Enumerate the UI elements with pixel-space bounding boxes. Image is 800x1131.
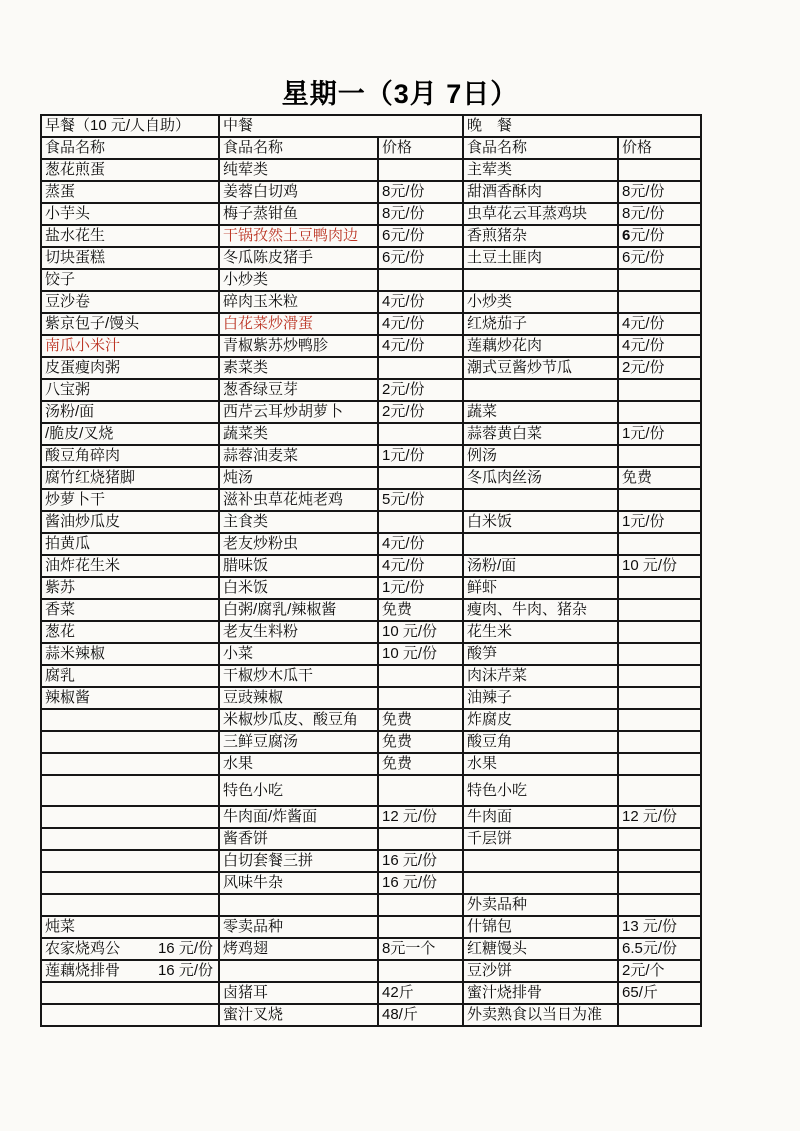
menu-cell: 素菜类: [219, 357, 378, 379]
menu-cell: 饺子: [41, 269, 219, 291]
menu-cell: 辣椒酱: [41, 687, 219, 709]
menu-cell: [618, 775, 701, 806]
menu-cell: [378, 665, 463, 687]
menu-cell: 拍黄瓜: [41, 533, 219, 555]
table-row: [41, 423, 701, 445]
menu-cell: [378, 511, 463, 533]
menu-cell: 千层饼: [463, 828, 618, 850]
menu-cell: 鲜虾: [463, 577, 618, 599]
menu-cell: 外卖品种: [463, 894, 618, 916]
menu-cell: 冬瓜陈皮猪手: [219, 247, 378, 269]
menu-cell: [618, 753, 701, 775]
header-breakfast: 早餐（10 元/人自助）: [41, 115, 219, 137]
menu-cell: 瘦肉、牛肉、猪杂: [463, 599, 618, 621]
menu-cell: [618, 872, 701, 894]
menu-cell: 42斤: [378, 982, 463, 1004]
menu-cell: 炖汤: [219, 467, 378, 489]
column-header-dinner-name: 食品名称: [463, 137, 618, 159]
table-row: [41, 982, 701, 1004]
menu-cell: 水果: [463, 753, 618, 775]
menu-cell: 牛肉面/炸酱面: [219, 806, 378, 828]
menu-cell: 免费: [378, 599, 463, 621]
menu-cell: 4元/份: [378, 335, 463, 357]
menu-cell: 特色小吃: [463, 775, 618, 806]
menu-cell: 干椒炒木瓜干: [219, 665, 378, 687]
menu-cell: 例汤: [463, 445, 618, 467]
table-row: [41, 247, 701, 269]
table-row: [41, 445, 701, 467]
menu-cell: [378, 687, 463, 709]
table-row: [41, 872, 701, 894]
menu-cell: 13 元/份: [618, 916, 701, 938]
menu-cell: 米椒炒瓜皮、酸豆角: [219, 709, 378, 731]
menu-cell: 虫草花云耳蒸鸡块: [463, 203, 618, 225]
menu-cell: 盐水花生: [41, 225, 219, 247]
menu-cell: [618, 643, 701, 665]
menu-cell: 16 元/份 农家烧鸡公: [41, 938, 219, 960]
menu-cell: 小菜: [219, 643, 378, 665]
menu-cell: [41, 850, 219, 872]
menu-cell: 6元/份: [378, 225, 463, 247]
menu-cell: 4元/份: [378, 555, 463, 577]
menu-cell: 紫京包子/馒头: [41, 313, 219, 335]
menu-cell: 纯荤类: [219, 159, 378, 181]
table-row: [41, 357, 701, 379]
menu-cell: 风味牛杂: [219, 872, 378, 894]
menu-cell: [378, 423, 463, 445]
table-row: [41, 555, 701, 577]
menu-cell: [378, 159, 463, 181]
column-header-dinner-price: 价格: [618, 137, 701, 159]
menu-cell: [618, 828, 701, 850]
menu-cell: 特色小吃: [219, 775, 378, 806]
menu-cell: [618, 379, 701, 401]
menu-cell: 48/斤: [378, 1004, 463, 1026]
menu-cell: 蒜蓉黄白菜: [463, 423, 618, 445]
menu-cell: [618, 445, 701, 467]
table-row: [41, 775, 701, 806]
menu-cell: 蒸蛋: [41, 181, 219, 203]
menu-cell: 10 元/份: [618, 555, 701, 577]
menu-cell: 小炒类: [219, 269, 378, 291]
menu-cell: [219, 894, 378, 916]
table-row: [41, 806, 701, 828]
menu-cell: 酸豆角: [463, 731, 618, 753]
menu-cell: 腊味饭: [219, 555, 378, 577]
menu-cell: 免费: [378, 731, 463, 753]
menu-cell: 5元/份: [378, 489, 463, 511]
menu-cell: 切块蛋糕: [41, 247, 219, 269]
table-row: [41, 850, 701, 872]
menu-cell: 油辣子: [463, 687, 618, 709]
menu-cell: 蔬菜类: [219, 423, 378, 445]
menu-cell: 2元/个: [618, 960, 701, 982]
menu-cell: 干锅孜然土豆鸭肉边: [219, 225, 378, 247]
menu-cell: [41, 709, 219, 731]
header-dinner: 晚 餐: [463, 115, 701, 137]
menu-cell: 水果: [219, 753, 378, 775]
table-row: [41, 269, 701, 291]
menu-cell: 2元/份: [618, 357, 701, 379]
menu-cell: 酸笋: [463, 643, 618, 665]
table-row: [41, 753, 701, 775]
menu-cell: 豆豉辣椒: [219, 687, 378, 709]
menu-cell: 白米饭: [219, 577, 378, 599]
menu-cell: 6元/份: [618, 247, 701, 269]
menu-cell: 免费: [618, 467, 701, 489]
table-row: [41, 731, 701, 753]
menu-cell: 免费: [378, 709, 463, 731]
menu-cell: 肉沫芹菜: [463, 665, 618, 687]
header-lunch: 中餐: [219, 115, 463, 137]
menu-cell: [618, 687, 701, 709]
menu-cell: 12 元/份: [618, 806, 701, 828]
table-row: [41, 916, 701, 938]
menu-cell: 青椒紫苏炒鸭胗: [219, 335, 378, 357]
menu-cell: 炸腐皮: [463, 709, 618, 731]
menu-cell: [378, 894, 463, 916]
menu-rows: [41, 159, 701, 1026]
menu-cell: 酸豆角碎肉: [41, 445, 219, 467]
menu-cell: 4元/份: [378, 291, 463, 313]
table-row: [41, 203, 701, 225]
menu-cell: [618, 291, 701, 313]
menu-cell: 白花菜炒滑蛋: [219, 313, 378, 335]
menu-cell: 主荤类: [463, 159, 618, 181]
menu-cell: [618, 401, 701, 423]
menu-cell: 西芹云耳炒胡萝卜: [219, 401, 378, 423]
menu-cell: 香菜: [41, 599, 219, 621]
menu-cell: [618, 894, 701, 916]
menu-cell: 姜蓉白切鸡: [219, 181, 378, 203]
menu-cell: [463, 850, 618, 872]
menu-cell: 潮式豆酱炒节瓜: [463, 357, 618, 379]
table-row: [41, 828, 701, 850]
menu-cell: 油炸花生米: [41, 555, 219, 577]
table-row: [41, 894, 701, 916]
menu-cell: 豆沙卷: [41, 291, 219, 313]
menu-cell: 6元/份: [618, 225, 701, 247]
menu-cell: 16 元/份 莲藕烧排骨: [41, 960, 219, 982]
menu-cell: [41, 753, 219, 775]
menu-cell: [41, 1004, 219, 1026]
menu-cell: [41, 828, 219, 850]
table-row: [41, 467, 701, 489]
menu-cell: [618, 665, 701, 687]
menu-cell: 4元/份: [618, 313, 701, 335]
menu-cell: [463, 533, 618, 555]
table-header-row-meals: [41, 115, 701, 137]
menu-cell: 8元/份: [378, 203, 463, 225]
menu-cell: 8元/份: [618, 203, 701, 225]
table-row: [41, 401, 701, 423]
table-row: [41, 489, 701, 511]
menu-cell: [41, 806, 219, 828]
menu-cell: 12 元/份: [378, 806, 463, 828]
menu-cell: 炖菜: [41, 916, 219, 938]
menu-cell: [618, 731, 701, 753]
menu-cell: 甜酒香酥肉: [463, 181, 618, 203]
menu-cell: 白粥/腐乳/辣椒酱: [219, 599, 378, 621]
menu-cell: [618, 850, 701, 872]
menu-table: [40, 114, 702, 1027]
menu-cell: [618, 621, 701, 643]
menu-cell: 花生米: [463, 621, 618, 643]
menu-cell: 汤粉/面: [463, 555, 618, 577]
menu-cell: 酱香饼: [219, 828, 378, 850]
menu-cell: 2元/份: [378, 379, 463, 401]
menu-cell: 红烧茄子: [463, 313, 618, 335]
column-header-breakfast-name: 食品名称: [41, 137, 219, 159]
menu-cell: 2元/份: [378, 401, 463, 423]
menu-cell: 蒜蓉油麦菜: [219, 445, 378, 467]
table-row: [41, 159, 701, 181]
menu-cell: 碎肉玉米粒: [219, 291, 378, 313]
menu-cell: 烤鸡翅: [219, 938, 378, 960]
page-title: 星期一（3月 7日）: [281, 79, 519, 109]
menu-cell: 冬瓜肉丝汤: [463, 467, 618, 489]
menu-cell: [378, 357, 463, 379]
menu-cell: 4元/份: [378, 313, 463, 335]
menu-cell: 6.5元/份: [618, 938, 701, 960]
menu-cell: 蒜米辣椒: [41, 643, 219, 665]
menu-cell: /脆皮/叉烧: [41, 423, 219, 445]
menu-cell: 免费: [378, 753, 463, 775]
table-row: [41, 709, 701, 731]
menu-cell: 滋补虫草花炖老鸡: [219, 489, 378, 511]
table-row: [41, 533, 701, 555]
menu-cell: 牛肉面: [463, 806, 618, 828]
table-row: [41, 643, 701, 665]
table-row: [41, 379, 701, 401]
menu-cell: 南瓜小米汁: [41, 335, 219, 357]
table-row: [41, 225, 701, 247]
menu-cell: 腐乳: [41, 665, 219, 687]
menu-cell: 葱花: [41, 621, 219, 643]
menu-cell: 1元/份: [618, 511, 701, 533]
menu-cell: 梅子蒸钳鱼: [219, 203, 378, 225]
menu-cell: 老友炒粉虫: [219, 533, 378, 555]
menu-cell: [378, 828, 463, 850]
menu-cell: 小芋头: [41, 203, 219, 225]
menu-cell: 6元/份: [378, 247, 463, 269]
menu-cell: 白米饭: [463, 511, 618, 533]
table-header-row-columns: [41, 137, 701, 159]
menu-cell: [378, 269, 463, 291]
menu-cell: [378, 960, 463, 982]
table-row: [41, 665, 701, 687]
table-row: [41, 313, 701, 335]
menu-cell: 4元/份: [378, 533, 463, 555]
menu-cell: [618, 709, 701, 731]
menu-cell: [618, 577, 701, 599]
table-row: [41, 960, 701, 982]
menu-cell: 卤猪耳: [219, 982, 378, 1004]
menu-cell: [618, 159, 701, 181]
menu-cell: 土豆土匪肉: [463, 247, 618, 269]
menu-cell: 8元一个: [378, 938, 463, 960]
menu-cell: 8元/份: [618, 181, 701, 203]
menu-cell: [463, 379, 618, 401]
menu-cell: [41, 894, 219, 916]
menu-cell: [463, 269, 618, 291]
menu-cell: 汤粉/面: [41, 401, 219, 423]
menu-cell: 1元/份: [618, 423, 701, 445]
menu-cell: [41, 872, 219, 894]
menu-cell: [618, 269, 701, 291]
menu-cell: 蔬菜: [463, 401, 618, 423]
menu-cell: 蜜汁烧排骨: [463, 982, 618, 1004]
menu-cell: 主食类: [219, 511, 378, 533]
menu-cell: 10 元/份: [378, 643, 463, 665]
menu-cell: 蜜汁叉烧: [219, 1004, 378, 1026]
menu-cell: 零卖品种: [219, 916, 378, 938]
menu-cell: [378, 467, 463, 489]
menu-cell: [618, 533, 701, 555]
menu-cell: [378, 775, 463, 806]
menu-cell: 1元/份: [378, 577, 463, 599]
menu-cell: [463, 489, 618, 511]
menu-cell: 外卖熟食以当日为准: [463, 1004, 618, 1026]
menu-cell: [463, 872, 618, 894]
column-header-lunch-price: 价格: [378, 137, 463, 159]
menu-cell: [618, 1004, 701, 1026]
menu-cell: [219, 960, 378, 982]
menu-cell: 8元/份: [378, 181, 463, 203]
menu-cell: 16 元/份: [378, 872, 463, 894]
table-row: [41, 599, 701, 621]
table-row: [41, 511, 701, 533]
table-row: [41, 577, 701, 599]
table-row: [41, 938, 701, 960]
menu-cell: 皮蛋瘦肉粥: [41, 357, 219, 379]
menu-cell: [618, 489, 701, 511]
table-row: [41, 621, 701, 643]
menu-cell: [41, 982, 219, 1004]
column-header-lunch-name: 食品名称: [219, 137, 378, 159]
menu-cell: 65/斤: [618, 982, 701, 1004]
menu-cell: 八宝粥: [41, 379, 219, 401]
menu-cell: 什锦包: [463, 916, 618, 938]
menu-cell: 4元/份: [618, 335, 701, 357]
menu-cell: 葱香绿豆芽: [219, 379, 378, 401]
menu-cell: 老友生料粉: [219, 621, 378, 643]
menu-cell: 1元/份: [378, 445, 463, 467]
menu-cell: 腐竹红烧猪脚: [41, 467, 219, 489]
table-row: [41, 335, 701, 357]
menu-cell: 小炒类: [463, 291, 618, 313]
menu-cell: [41, 775, 219, 806]
table-row: [41, 1004, 701, 1026]
menu-cell: [618, 599, 701, 621]
table-row: [41, 291, 701, 313]
menu-cell: 葱花煎蛋: [41, 159, 219, 181]
menu-cell: 豆沙饼: [463, 960, 618, 982]
menu-cell: [378, 916, 463, 938]
menu-cell: 紫苏: [41, 577, 219, 599]
menu-cell: 炒萝卜干: [41, 489, 219, 511]
menu-cell: 三鲜豆腐汤: [219, 731, 378, 753]
table-row: [41, 181, 701, 203]
menu-cell: 红糖馒头: [463, 938, 618, 960]
menu-cell: 莲藕炒花肉: [463, 335, 618, 357]
table-row: [41, 687, 701, 709]
menu-cell: 10 元/份: [378, 621, 463, 643]
menu-cell: 16 元/份: [378, 850, 463, 872]
menu-cell: 白切套餐三拼: [219, 850, 378, 872]
menu-cell: 香煎猪杂: [463, 225, 618, 247]
menu-cell: 酱油炒瓜皮: [41, 511, 219, 533]
menu-cell: [41, 731, 219, 753]
